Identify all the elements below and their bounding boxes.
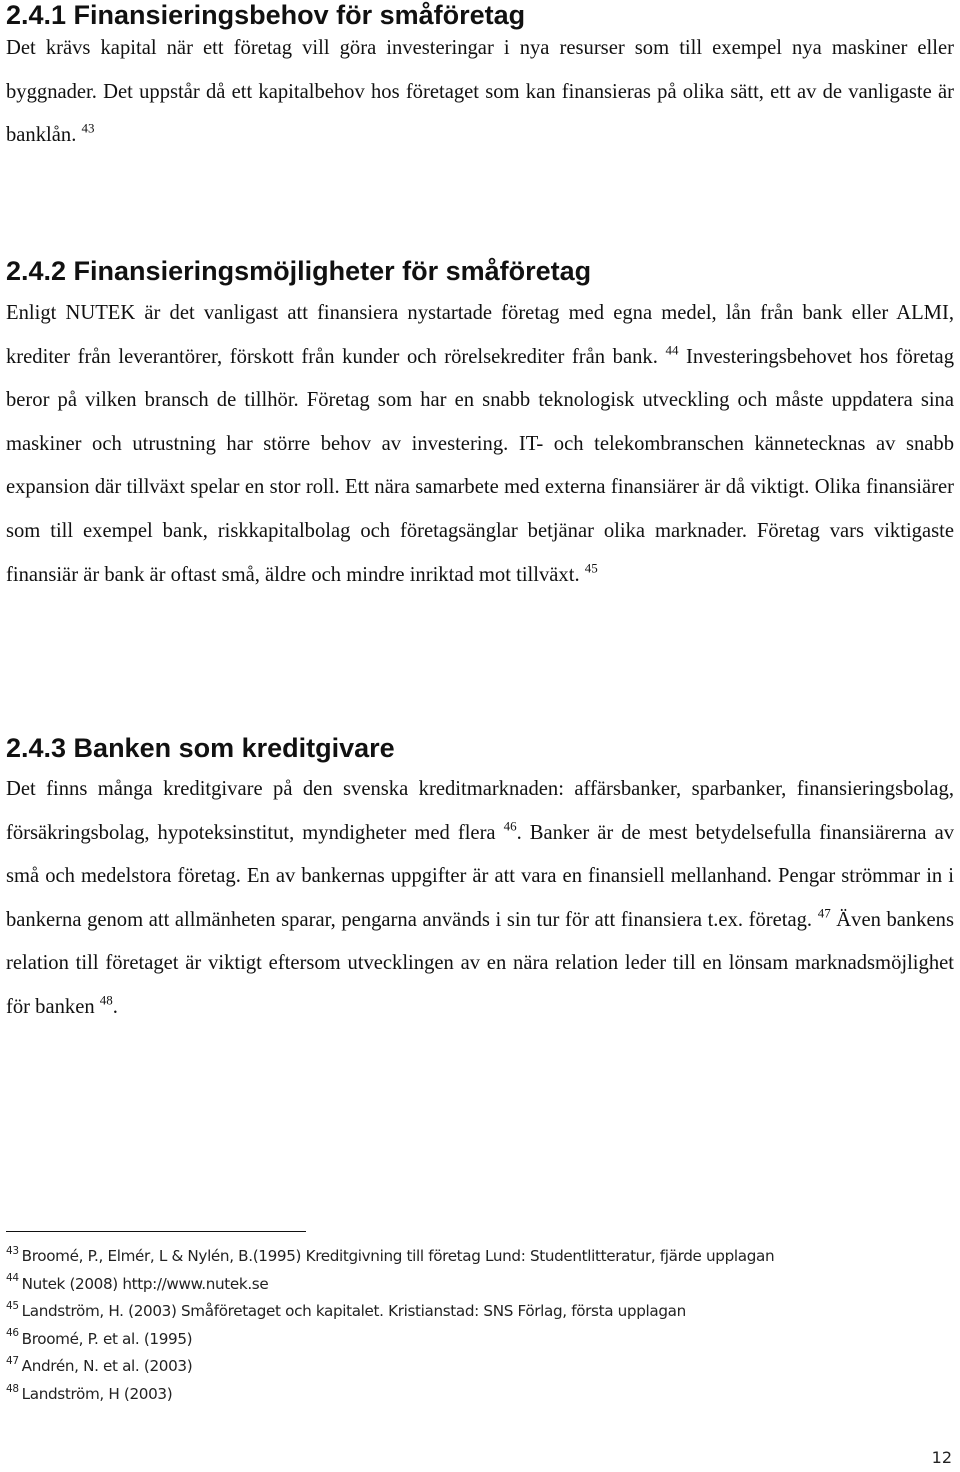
footnotes [6, 1243, 946, 1409]
footnote-number: 46 [6, 1327, 19, 1340]
footnote-44 [6, 1271, 946, 1299]
footnote-number: 48 [6, 1382, 19, 1395]
paragraph-text: Det krävs kapital när ett företag vill göra investeringar i nya resurser som till exempel nya maskiner eller byggnader. Det uppstår då ett kapitalbehov hos företaget som kan finansieras på olika sätt, ett av de vanligaste är banklån. [6, 37, 954, 147]
section-paragraph-2-4-1 [6, 27, 954, 158]
footnote-number: 45 [6, 1299, 19, 1312]
paragraph-text: . Banker är de mest betydelsefulla finansiärerna av små och medelstora företag. En av bankernas uppgifter är att vara en finansiell mellanhand. Pengar strömmar in i bankerna genom att allmänheten sparar, pengarna används i sin tur för att finansiera t.ex. företag. [6, 821, 955, 931]
footnote-separator [6, 1231, 306, 1232]
section-heading-2-4-2: 2.4.2 Finansieringsmöjligheter för småföretag [6, 256, 592, 286]
footnote-text: Landström, H. (2003) Småföretaget och kapitalet. Kristianstad: SNS Förlag, första upplagan [21, 1302, 686, 1321]
footnote-ref-45: 45 [584, 560, 598, 576]
paragraph-text: . [112, 995, 118, 1018]
footnote-text: Nutek (2008) http://www.nutek.se [21, 1274, 269, 1293]
paragraph-text: Det finns många kreditgivare på den svenska kreditmarknaden: affärsbanker, sparbanker, finansieringsbolag, försäkringsbolag, hypoteksinstitut, myndigheter med flera [6, 778, 954, 844]
footnote-number: 44 [6, 1272, 19, 1285]
footnote-ref-44: 44 [665, 342, 679, 358]
page-number: 12 [931, 1448, 952, 1467]
footnote-45 [6, 1298, 946, 1326]
footnote-ref-47: 47 [817, 905, 831, 921]
section-paragraph-2-4-2 [6, 292, 954, 597]
section-heading-2-4-3: 2.4.3 Banken som kreditgivare [6, 733, 395, 763]
footnote-48 [6, 1381, 946, 1409]
footnote-ref-43: 43 [81, 120, 95, 136]
paragraph-text: Även bankens relation till företaget är viktigt eftersom utvecklingen av en nära relation leder till en lönsam marknadsmöjlighet för banken [6, 908, 954, 1018]
footnote-47 [6, 1353, 946, 1381]
footnote-text: Broomé, P. et al. (1995) [21, 1329, 193, 1348]
section-paragraph-2-4-3 [6, 768, 954, 1030]
footnote-text: Landström, H (2003) [21, 1384, 173, 1403]
paragraph-text: Enligt NUTEK är det vanligast att finansiera nystartade företag med egna medel, lån från bank eller ALMI, krediter från leverantörer, förskott från kunder och rörelsekrediter från bank. [6, 302, 954, 368]
footnote-43 [6, 1243, 946, 1271]
footnote-text: Broomé, P., Elmér, L & Nylén, B.(1995) Kreditgivning till företag Lund: Studentlitteratur, fjärde upplagan [21, 1247, 775, 1265]
footnote-ref-48: 48 [99, 992, 113, 1008]
footnote-text: Andrén, N. et al. (2003) [21, 1357, 193, 1376]
footnote-number: 47 [6, 1355, 19, 1368]
footnote-ref-46: 46 [503, 818, 517, 834]
paragraph-text: Investeringsbehovet hos företag beror på vilken bransch de tillhör. Företag som har en snabb teknologisk utveckling och måste uppdatera sina maskiner och utrustning har större behov av investering. IT- och telekombranschen kännetecknas av snabb expansion där tillväxt spelar en stor roll. Ett nära samarbete med externa finansiärer är då viktigt. Olika finansiärer som till exempel bank, riskkapitalbolag och företagsänglar betjänar olika marknader. Företag vars viktigaste finansiär är bank är oftast små, äldre och mindre inriktad mot tillväxt. [6, 345, 954, 586]
footnote-number: 43 [6, 1244, 19, 1257]
footnote-46 [6, 1326, 946, 1354]
section-heading-2-4-1: 2.4.1 Finansieringsbehov för småföretag [6, 0, 526, 30]
